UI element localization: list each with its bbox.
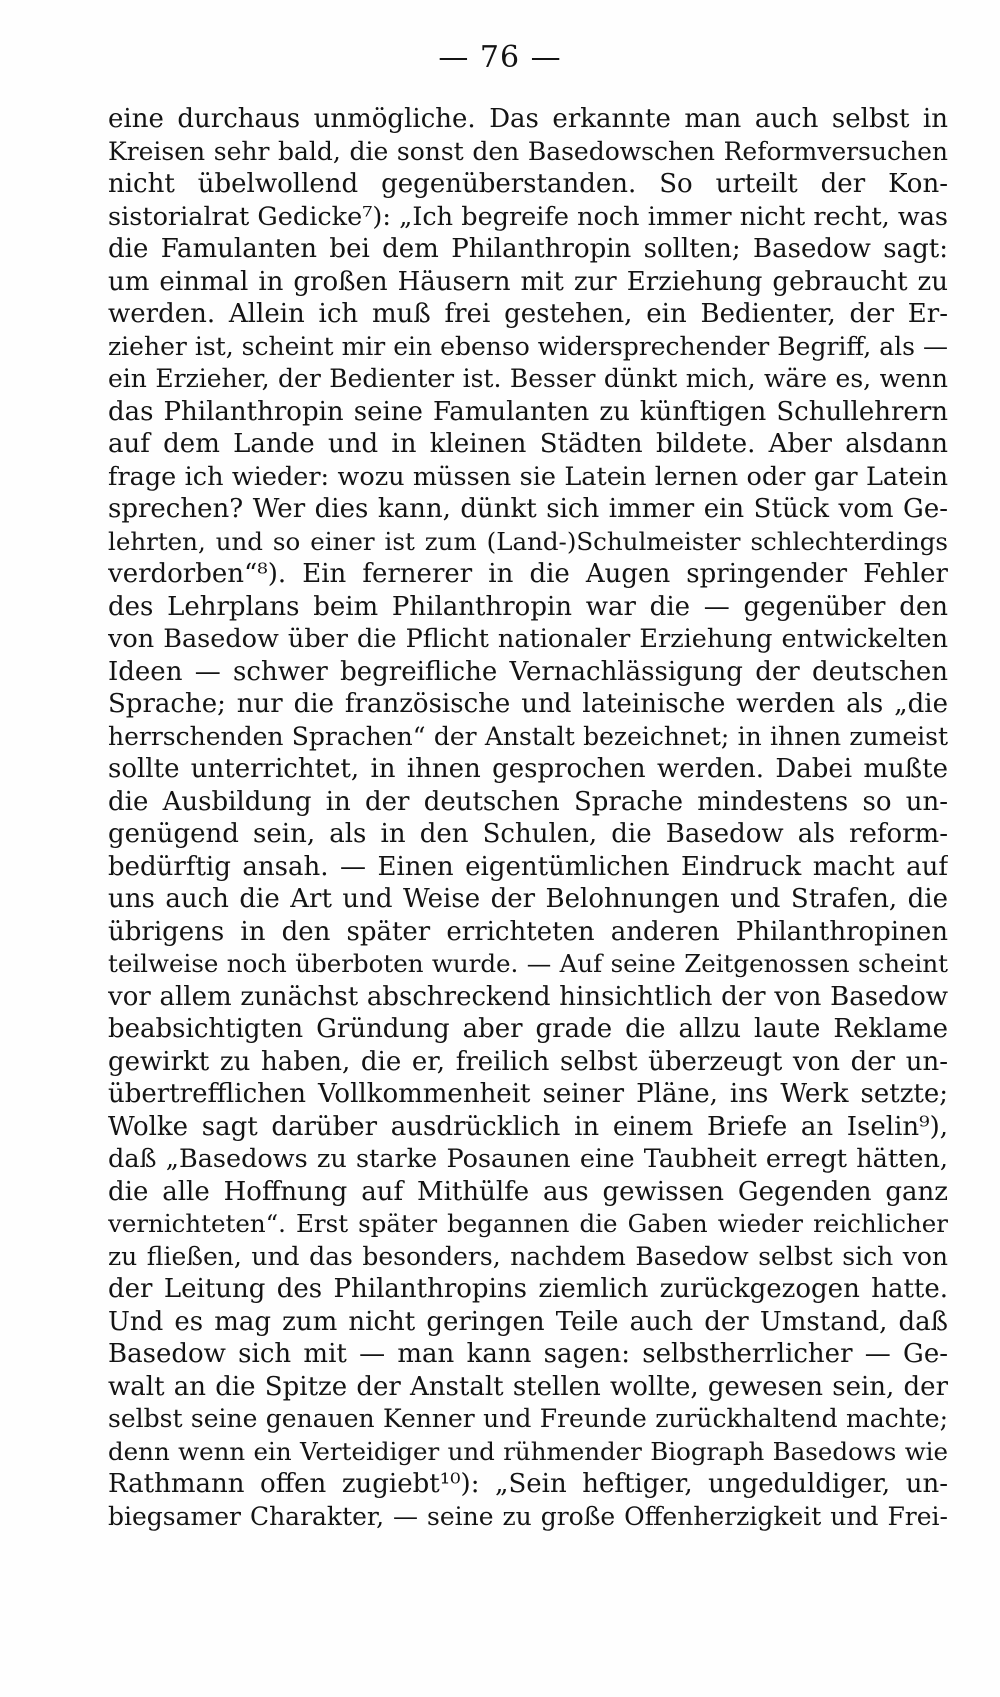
text-line: Sprache; nur die französische und lateinische werden als „die: [108, 689, 948, 719]
text-line: nicht übelwollend gegenüberstanden. So urteilt der Kon-: [108, 169, 948, 199]
text-line: Ideen — schwer begreifliche Vernachlässigung der deutschen: [108, 656, 948, 687]
text-line: selbst seine genauen Kenner und Freunde zurückhaltend machte;: [108, 1404, 948, 1433]
text-line: herrschenden Sprachen“ der Anstalt bezeichnet; in ihnen zumeist: [108, 721, 948, 751]
text-line: von Basedow über die Pflicht nationaler Erziehung entwickelten: [108, 624, 948, 654]
text-line: walt an die Spitze der Anstalt stellen wollte, gewesen sein, der: [108, 1371, 948, 1402]
text-line: denn wenn ein Verteidiger und rühmender Biograph Basedows wie: [108, 1436, 948, 1466]
text-line: teilweise noch überboten wurde. — Auf seine Zeitgenossen scheint: [108, 949, 948, 978]
text-line: beabsichtigten Gründung aber grade die allzu laute Reklame: [108, 1014, 948, 1044]
text-line: vernichteten“. Erst später begannen die Gaben wieder reichlicher: [108, 1209, 948, 1238]
text-line: bedürftig ansah. — Einen eigentümlichen Eindruck macht auf: [108, 851, 948, 882]
text-line: lehrten, und so einer ist zum (Land-)Schulmeister schlechterdings: [108, 526, 948, 556]
text-line: zieher ist, scheint mir ein ebenso widersprechender Begriff, als —: [108, 331, 948, 361]
text-line: frage ich wieder: wozu müssen sie Latein lernen oder gar Latein: [108, 461, 948, 492]
text-line: Rathmann offen zugiebt¹⁰): „Sein heftiger, ungeduldiger, un-: [108, 1469, 948, 1499]
text-line: der Leitung des Philanthropins ziemlich zurückgezogen hatte.: [108, 1274, 948, 1304]
text-line: übrigens in den später errichteten anderen Philanthropinen: [108, 916, 948, 947]
text-line: sistorialrat Gedicke⁷): „Ich begreife noch immer nicht recht, was: [108, 201, 948, 232]
text-line: sprechen? Wer dies kann, dünkt sich immer ein Stück vom Ge-: [108, 494, 948, 524]
text-line: übertrefflichen Vollkommenheit seiner Pläne, ins Werk setzte;: [108, 1079, 948, 1109]
text-line: die alle Hoffnung auf Mithülfe aus gewissen Gegenden ganz: [108, 1176, 948, 1207]
text-line: Kreisen sehr bald, die sonst den Basedowschen Reformversuchen: [108, 136, 948, 166]
text-line: ein Erzieher, der Bedienter ist. Besser dünkt mich, wäre es, wenn: [108, 364, 948, 393]
page-number: — 76 —: [438, 40, 562, 75]
text-line: werden. Allein ich muß frei gestehen, ein Bedienter, der Er-: [108, 299, 948, 329]
text-line: genügend sein, als in den Schulen, die Basedow als reform-: [108, 819, 948, 849]
text-line: zu fließen, und das besonders, nachdem Basedow selbst sich von: [108, 1241, 948, 1271]
text-line: die Ausbildung in der deutschen Sprache mindestens so un-: [108, 786, 948, 817]
body-text: [108, 103, 948, 1533]
text-line: biegsamer Charakter, — seine zu große Offenherzigkeit und Frei-: [108, 1501, 948, 1531]
text-line: Und es mag zum nicht geringen Teile auch der Umstand, daß: [108, 1306, 948, 1337]
text-line: auf dem Lande und in kleinen Städten bildete. Aber alsdann: [108, 429, 948, 459]
text-line: gewirkt zu haben, die er, freilich selbst überzeugt von der un-: [108, 1046, 948, 1077]
text-line: eine durchaus unmögliche. Das erkannte man auch selbst in: [108, 104, 948, 134]
text-line: Wolke sagt darüber ausdrücklich in einem Briefe an Iselin⁹),: [108, 1111, 948, 1142]
text-line: um einmal in großen Häusern mit zur Erziehung gebraucht zu: [108, 266, 948, 297]
text-line: des Lehrplans beim Philanthropin war die — gegenüber den: [108, 591, 948, 622]
text-line: Basedow sich mit — man kann sagen: selbstherrlicher — Ge-: [108, 1339, 948, 1369]
text-line: die Famulanten bei dem Philanthropin sollten; Basedow sagt:: [108, 234, 948, 264]
text-line: das Philanthropin seine Famulanten zu künftigen Schullehrern: [108, 396, 948, 427]
text-line: vor allem zunächst abschreckend hinsichtlich der von Basedow: [108, 981, 948, 1012]
text-line: uns auch die Art und Weise der Belohnungen und Strafen, die: [108, 884, 948, 914]
text-line: verdorben“⁸). Ein fernerer in die Augen springender Fehler: [108, 559, 948, 589]
text-line: daß „Basedows zu starke Posaunen eine Taubheit erregt hätten,: [108, 1144, 948, 1174]
text-line: sollte unterrichtet, in ihnen gesprochen werden. Dabei mußte: [108, 754, 948, 784]
